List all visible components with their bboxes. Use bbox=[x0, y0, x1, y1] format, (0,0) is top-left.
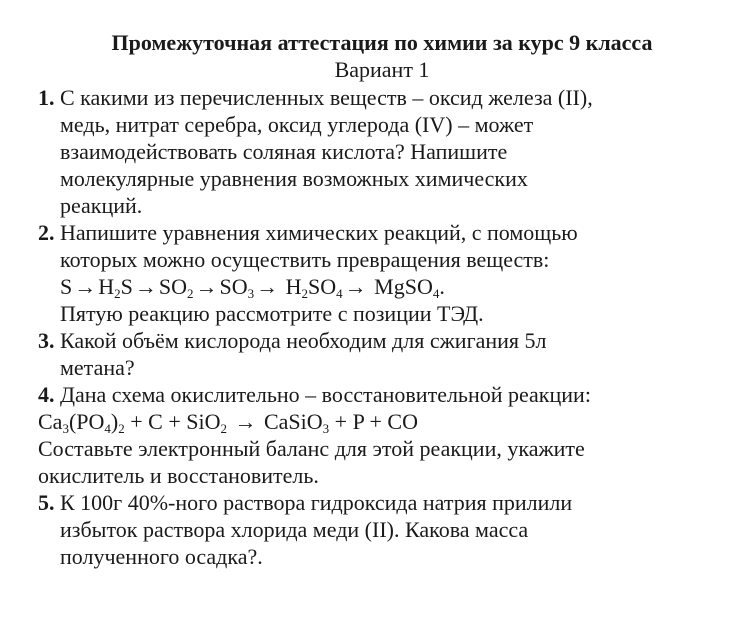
arrow-icon: → bbox=[195, 274, 218, 299]
question-4 bbox=[38, 381, 712, 489]
question-3 bbox=[38, 327, 712, 381]
arrow-icon: → bbox=[256, 274, 279, 299]
question-text-line: окислитель и восстановитель. bbox=[38, 463, 319, 488]
question-text-line: медь, нитрат серебра, оксид углерода (IV) – может bbox=[60, 112, 534, 137]
question-number: 2. bbox=[38, 220, 55, 245]
question-1 bbox=[38, 84, 712, 219]
question-text-line: взаимодействовать соляная кислота? Напишите bbox=[60, 139, 508, 164]
question-text-line: Составьте электронный баланс для этой реакции, укажите bbox=[38, 436, 585, 461]
arrow-icon: → bbox=[344, 274, 367, 299]
question-number: 4. bbox=[38, 382, 55, 407]
question-text-line: Какой объём кислорода необходим для сжигания 5л bbox=[60, 328, 547, 353]
arrow-icon: → bbox=[74, 274, 97, 299]
variant-label: Вариант 1 bbox=[334, 57, 430, 82]
question-number: 1. bbox=[38, 85, 55, 110]
arrow-icon: → bbox=[234, 409, 257, 434]
question-2 bbox=[38, 219, 712, 327]
question-text-line: Напишите уравнения химических реакций, с помощью bbox=[60, 220, 578, 245]
question-5 bbox=[38, 489, 712, 570]
question-number: 5. bbox=[38, 490, 55, 515]
question-text-line: избыток раствора хлорида меди (II). Какова масса bbox=[60, 517, 529, 542]
arrow-icon: → bbox=[134, 274, 157, 299]
question-text-line: реакций. bbox=[60, 193, 143, 218]
document-title: Промежуточная аттестация по химии за курс 9 класса bbox=[111, 30, 653, 55]
question-text-line: полученного осадка?. bbox=[60, 544, 263, 569]
question-number: 3. bbox=[38, 328, 55, 353]
question-text-line: Дана схема окислительно – восстановительной реакции: bbox=[60, 382, 591, 407]
question-text-line: К 100г 40%-ного раствора гидроксида натрия прилили bbox=[60, 490, 573, 515]
transformation-chain: $S\to H_2S\to SO_2\to SO_3\to H_2SO_4\to$ MgSO$_4$. bbox=[60, 274, 445, 301]
question-note: Пятую реакцию рассмотрите с позиции ТЭД. bbox=[60, 301, 484, 326]
question-text-line: С какими из перечисленных веществ – оксид железа (II), bbox=[60, 85, 593, 110]
reaction-scheme: $Ca_3(PO_4)_2 + C + SiO_2$ → CaSiO$_3$ + P + CO bbox=[38, 409, 418, 436]
question-text-line: молекулярные уравнения возможных химических bbox=[60, 166, 528, 191]
question-text-line: метана? bbox=[60, 355, 135, 380]
question-text-line: которых можно осуществить превращения веществ: bbox=[60, 247, 550, 272]
